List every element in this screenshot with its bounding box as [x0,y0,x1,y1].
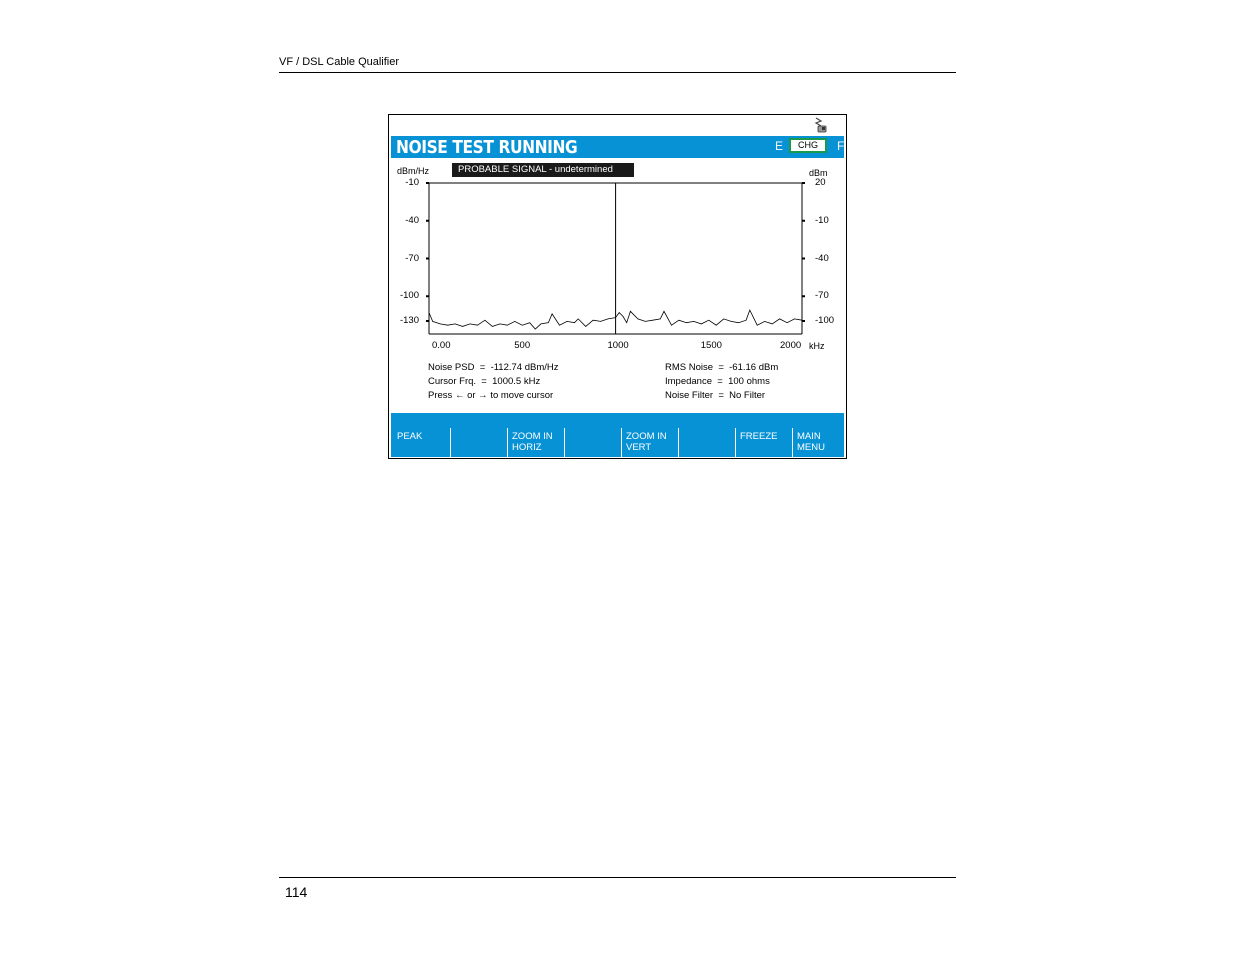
noise-point [653,320,654,321]
y-right-tick-label: -70 [815,290,829,302]
right-arrow-icon: → [478,390,488,401]
noise-point [694,321,695,322]
y-left-tick-label: -100 [399,290,419,302]
y-axis-right-unit: dBm [809,168,828,178]
y-left-tick-label: -10 [405,177,419,188]
impedance-readout: Impedance = 100 ohms [665,376,770,387]
y-right-tick-label: -100 [815,315,835,326]
softkey-label-line2: VERT [626,442,652,453]
noise-psd-readout: Noise PSD = -112.74 dBm/Hz [428,362,559,373]
softkey-label-line1: PEAK [397,431,423,442]
softkey-8[interactable] [792,428,842,457]
noise-point [567,321,568,322]
screen-title: NOISE TEST RUNNING [396,137,578,158]
noise-point [432,321,433,322]
softkey-3[interactable] [507,428,557,457]
y-right-tick-label: 20 [815,177,826,188]
softkey-label-line2: MENU [797,442,825,453]
softkey-5[interactable] [621,428,671,457]
softkey-strip [391,413,844,425]
cursor-hint-text: to move cursor [490,390,554,401]
noise-point [716,325,717,326]
noise-point [679,320,680,321]
noise-point [492,326,493,327]
signal-banner: PROBABLE SIGNAL - undetermined [452,163,634,177]
noise-point [574,322,575,323]
rms-noise-readout: RMS Noise = -61.16 dBm [665,362,779,373]
noise-point [585,326,586,327]
page-number: 114 [285,884,308,900]
softkey-7[interactable] [735,428,785,457]
noise-point [750,310,751,311]
noise-point [638,319,639,320]
noise-point [515,321,516,322]
noise-point [507,325,508,326]
noise-point [535,329,536,330]
noise-point [623,316,624,317]
y-left-tick-label: -40 [405,214,419,226]
noise-point [615,317,616,318]
x-tick-label: 500 [514,340,531,351]
noise-point [619,312,620,313]
softkey-label-line1: MAIN [797,431,821,442]
noise-point [738,322,739,323]
battery-badge-text: CHG [791,140,825,151]
noise-point [701,324,702,325]
noise-point [779,319,780,320]
noise-point [559,325,560,326]
y-left-tick-label: -130 [399,315,419,326]
noise-point [709,320,710,321]
noise-point [477,325,478,326]
noise-point [626,322,627,323]
y-right-tick-label: -40 [815,252,829,264]
noise-point [794,319,795,320]
noise-point [686,322,687,323]
noise-point [593,320,594,321]
noise-point [529,322,530,323]
softkey-label-line2: HORIZ [512,442,542,453]
noise-point [772,324,773,325]
battery-full-label: F [837,139,845,153]
noise-point [485,320,486,321]
noise-point [462,326,463,327]
noise-point [630,311,631,312]
noise-point [541,324,542,325]
y-left-tick-label: -70 [405,252,419,264]
noise-point [645,321,646,322]
noise-point [764,321,765,322]
noise-point [757,325,758,326]
y-right-tick-label: -10 [815,214,829,226]
x-axis-unit: kHz [809,341,825,351]
header-rule [279,72,956,73]
left-arrow-icon: ← [454,390,465,401]
noise-point [600,321,601,322]
noise-point [746,320,747,321]
noise-point [787,322,788,323]
page-header: VF / DSL Cable Qualifier [279,56,400,68]
noise-filter-readout: Noise Filter = No Filter [665,390,766,401]
x-tick-label: 1000 [607,340,629,351]
softkey-6[interactable] [678,428,728,457]
noise-point [664,311,665,312]
softkey-4[interactable] [564,428,614,457]
noise-point [522,325,523,326]
x-tick-label: 0.00 [432,340,451,351]
noise-point [671,325,672,326]
noise-point [500,324,501,325]
noise-point [802,320,803,321]
noise-point [552,314,553,315]
cursor-hint-press: Press [428,390,453,401]
cursor-hint-or: or [467,390,476,401]
softkey-label-line1: ZOOM IN [626,431,667,442]
noise-point [578,319,579,320]
noise-point [440,324,441,325]
cursor-frq-readout: Cursor Frq. = 1000.5 kHz [428,376,541,387]
noise-point [660,319,661,320]
noise-point [548,322,549,323]
footer-rule [279,877,956,878]
cursor-hint [428,389,553,403]
noise-point [723,319,724,320]
battery-empty-label: E [775,139,784,153]
noise-point [447,325,448,326]
device-screen [388,114,847,459]
softkey-label-line1: ZOOM IN [512,431,553,442]
y-axis-left-unit: dBm/Hz [397,166,430,176]
noise-point [455,324,456,325]
noise-point [731,321,732,322]
noise-point [608,319,609,320]
softkey-label-line1: FREEZE [740,431,778,442]
softkey-2[interactable] [450,428,500,457]
x-tick-label: 1500 [700,340,722,351]
softkey-1[interactable] [393,428,443,457]
noise-point [470,324,471,325]
noise-point [429,312,430,313]
x-tick-label: 2000 [780,340,802,351]
